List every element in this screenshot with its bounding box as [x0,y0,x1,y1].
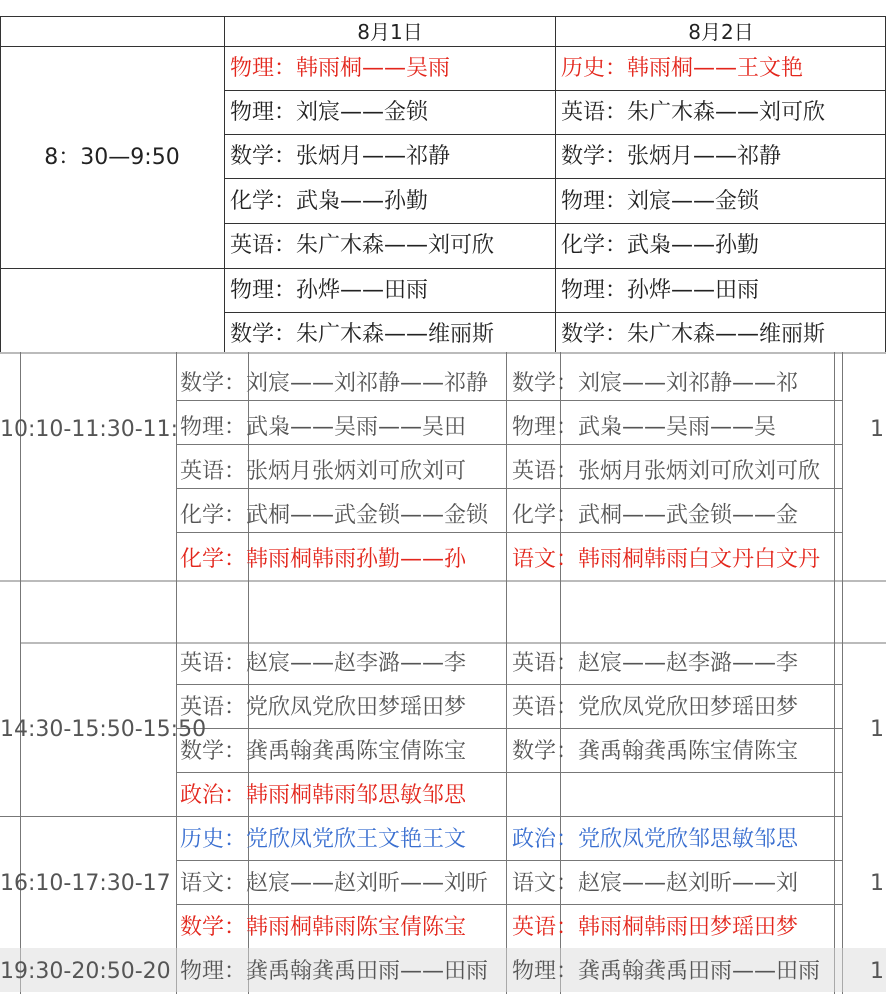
edge-mark: 1 [870,959,884,984]
class-entry: 数学：龚禹翰龚禹陈宝倩陈宝 [180,739,467,764]
class-entry: 物理：孙烨——田雨 [561,278,760,303]
class-entry: 语文：韩雨桐韩雨白文丹白文丹 [512,547,821,572]
class-entry: 物理：龚禹翰龚禹田雨——田雨 [180,959,489,984]
class-entry: 数学：刘宸——刘祁静——祁 [512,371,799,396]
edge-mark: 1 [870,417,884,442]
time-slot-5: 19:30-20:50-20 [0,959,171,984]
class-entry: 英语：张炳月张炳刘可欣刘可 [180,459,467,484]
class-entry: 数学：龚禹翰龚禹陈宝倩陈宝 [512,739,799,764]
class-entry: 英语：朱广木森——刘可欣 [230,233,495,258]
class-entry: 数学：朱广木森——维丽斯 [561,322,826,347]
class-entry: 英语：赵宸——赵李潞——李 [512,651,799,676]
class-entry: 历史：党欣凤党欣王文艳王文 [180,827,467,852]
time-slot-3: 14:30-15:50-15:50 [0,717,207,742]
class-entry: 数学：韩雨桐韩雨陈宝倩陈宝 [180,915,467,940]
class-entry: 英语：韩雨桐韩雨田梦瑶田梦 [512,915,799,940]
header-day1: 8月1日 [357,20,423,44]
class-entry: 英语：朱广木森——刘可欣 [561,100,826,125]
time-slot-2: 10:10-11:30-11: [0,417,179,442]
class-entry: 数学：张炳月——祁静 [561,144,782,169]
class-entry: 数学：刘宸——刘祁静——祁静 [180,371,489,396]
class-entry: 政治：韩雨桐韩雨邹思敏邹思 [180,783,467,808]
class-entry: 物理：韩雨桐——吴雨 [230,56,451,81]
class-entry: 数学：朱广木森——维丽斯 [230,322,495,347]
edge-mark: 1 [870,871,884,896]
class-entry: 英语：赵宸——赵李潞——李 [180,651,467,676]
glitched-region [0,352,886,994]
class-entry: 化学：武桐——武金锁——金锁 [180,503,489,528]
class-entry: 数学：张炳月——祁静 [230,144,451,169]
time-slot-1: 8：30—9:50 [44,145,180,170]
class-entry: 物理：武枭——吴雨——吴田 [180,415,467,440]
class-entry: 物理：刘宸——金锁 [230,100,429,125]
class-entry: 物理：孙烨——田雨 [230,278,429,303]
class-entry: 英语：张炳月张炳刘可欣刘可欣 [512,459,821,484]
class-entry: 化学：韩雨桐韩雨孙勤——孙 [180,547,467,572]
class-entry: 英语：党欣凤党欣田梦瑶田梦 [512,695,799,720]
class-entry: 语文：赵宸——赵刘昕——刘昕 [180,871,489,896]
class-entry: 化学：武桐——武金锁——金 [512,503,799,528]
class-entry: 语文：赵宸——赵刘昕——刘 [512,871,799,896]
class-entry: 物理：龚禹翰龚禹田雨——田雨 [512,959,821,984]
class-entry: 历史：韩雨桐——王文艳 [561,56,804,81]
class-entry: 物理：武枭——吴雨——吴 [512,415,777,440]
header-day2: 8月2日 [688,20,754,44]
class-entry: 政治：党欣凤党欣邹思敏邹思 [512,827,799,852]
class-entry: 化学：武枭——孙勤 [230,189,429,214]
class-entry: 英语：党欣凤党欣田梦瑶田梦 [180,695,467,720]
class-entry: 物理：刘宸——金锁 [561,189,760,214]
edge-mark: 1 [870,717,884,742]
class-entry: 化学：武枭——孙勤 [561,233,760,258]
time-slot-4: 16:10-17:30-17 [0,871,171,896]
